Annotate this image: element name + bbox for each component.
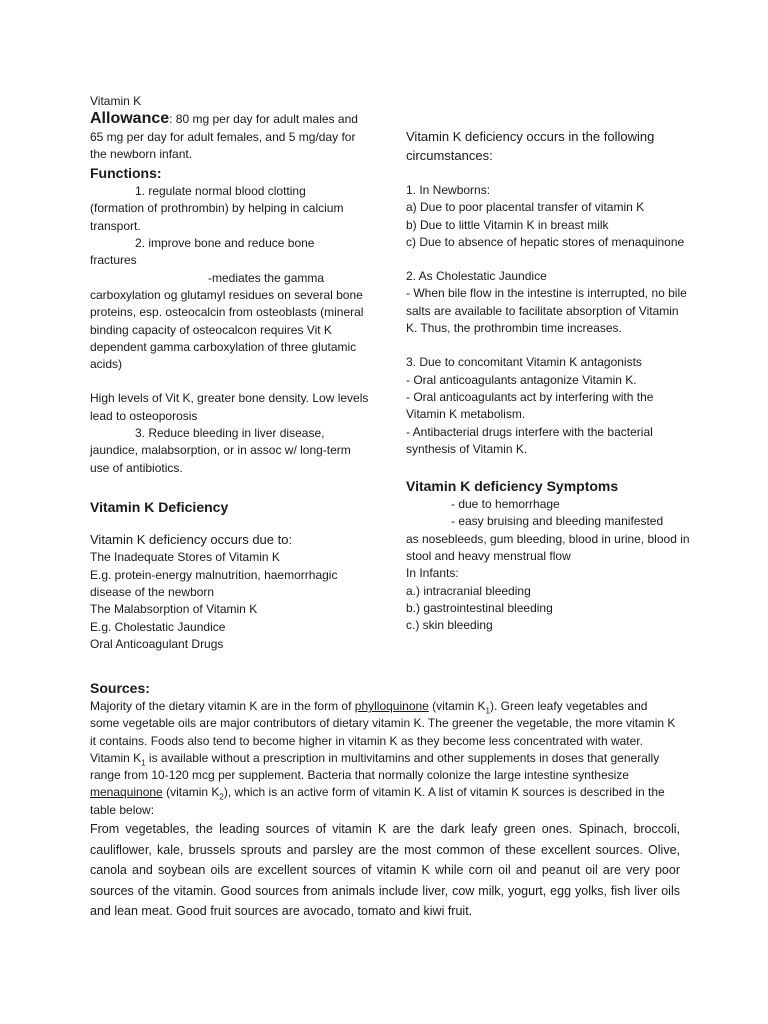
cholestatic-heading: 2. As Cholestatic Jaundice <box>406 269 547 284</box>
sources-text: Majority of the dietary vitamin K are in the form of <box>90 699 355 713</box>
function-2-sub-cont: carboxylation og glutamyl residues on several bone proteins, esp. osteocalcin from osteoblasts (mineral binding capacity of osteocalcon requires Vit K dependent gamma carboxylation of three glutamic acids) <box>90 287 364 372</box>
deficiency-heading: Vitamin K Deficiency <box>90 498 229 515</box>
left-column <box>90 93 370 653</box>
subscript: 2 <box>219 792 224 802</box>
function-3-cont: jaundice, malabsorption, or in assoc w/ long-term use of antibiotics. <box>90 443 351 475</box>
sources-section <box>90 678 680 922</box>
antagonists-item: - Antibacterial drugs interfere with the bacterial synthesis of Vitamin K. <box>406 424 653 456</box>
newborns-item: b) Due to little Vitamin K in breast milk <box>406 217 609 232</box>
function-1-cont: (formation of prothrombin) by helping in calcium transport. <box>90 201 344 233</box>
sources-paragraph-1 <box>90 698 680 819</box>
sources-text: (vitamin K <box>428 699 486 713</box>
deficiency-intro: Vitamin K deficiency occurs due to: <box>90 531 293 547</box>
sources-paragraph-2: From vegetables, the leading sources of vitamin K are the dark leafy green ones. Spinach, broccoli, cauliflower, kale, brussels sprouts and parsley are the most common of these excellent sources. Olive, canola and soybean oils are excellent sources of vitamin K while corn oil and peanut oil are very poor sources of the vitamin. Good sources from animals include liver, cow milk, yogurt, egg yolks, fish liver oils and lean meat. Good fruit sources are avocado, tomato and kiwi fruit. <box>90 822 680 919</box>
sources-heading: Sources: <box>90 680 150 696</box>
symptoms-cont: as nosebleeds, gum bleeding, blood in urine, blood in stool and heavy menstrual flow <box>406 531 690 564</box>
newborns-item: c) Due to absence of hepatic stores of menaquinone <box>406 234 685 249</box>
circumstances-intro: Vitamin K deficiency occurs in the following circumstances: <box>406 129 655 163</box>
infants-item: a.) intracranial bleeding <box>406 583 531 598</box>
allowance-heading: Allowance <box>90 110 170 128</box>
symptoms-item: - easy bruising and bleeding manifested <box>451 514 664 529</box>
symptoms-heading: Vitamin K deficiency Symptoms <box>406 478 619 495</box>
phylloquinone-term: phylloquinone <box>354 699 429 713</box>
sources-text: (vitamin K <box>162 785 220 800</box>
deficiency-item: The Malabsorption of Vitamin K <box>90 602 258 617</box>
function-2-sub: -mediates the gamma <box>208 270 325 285</box>
infants-item: c.) skin bleeding <box>406 618 493 633</box>
antagonists-item: - Oral anticoagulants antagonize Vitamin K. <box>406 372 637 387</box>
allowance-text: : 80 mg per day for adult males and 65 mg per day for adult females, and 5 mg/day for the newborn infant. <box>90 112 358 161</box>
function-1: 1. regulate normal blood clotting <box>135 184 306 199</box>
infants-item: b.) gastrointestinal bleeding <box>406 600 553 615</box>
subscript: 1 <box>141 758 146 768</box>
sources-text: ). Green leafy vegetables and some vegetable oils are major contributors of dietary vitamin K. The greener the vegetable, the more vitamin K it contains. Foods also tend to become higher in vitamin K as they become less concentrated with water. Vitamin K <box>90 699 676 765</box>
function-2: 2. improve bone and reduce bone <box>135 236 315 251</box>
infants-heading: In Infants: <box>406 566 459 581</box>
antagonists-item: - Oral anticoagulants act by interfering with the Vitamin K metabolism. <box>406 389 654 422</box>
antagonists-heading: 3. Due to concomitant Vitamin K antagonists <box>406 355 642 370</box>
sources-text: is available without a prescription in multivitamins and other supplements in doses that generally range from 10-120 mcg per supplement. Bacteria that normally colonize the large intestine synthesize <box>90 750 660 783</box>
subscript: 1 <box>485 706 490 716</box>
deficiency-item: E.g. Cholestatic Jaundice <box>90 619 226 634</box>
menaquinone-term: menaquinone <box>90 785 163 800</box>
cholestatic-text: - When bile flow in the intestine is interrupted, no bile salts are available to facilitate absorption of Vitamin K. Thus, the prothrombin time increases. <box>406 286 687 336</box>
functions-heading: Functions: <box>90 165 162 182</box>
right-column <box>406 128 691 635</box>
doc-title: Vitamin K <box>90 94 142 108</box>
deficiency-item: E.g. protein-energy malnutrition, haemorrhagic disease of the newborn <box>90 567 338 600</box>
function-3: 3. Reduce bleeding in liver disease, <box>135 426 325 441</box>
high-levels-note: High levels of Vit K, greater bone density. Low levels lead to osteoporosis <box>90 391 369 423</box>
allowance-paragraph <box>90 110 370 163</box>
deficiency-item: The Inadequate Stores of Vitamin K <box>90 550 280 565</box>
sources-text: ), which is an active form of vitamin K. A list of vitamin K sources is described in the table below: <box>90 785 665 817</box>
symptoms-item: - due to hemorrhage <box>451 497 560 512</box>
newborns-item: a) Due to poor placental transfer of vitamin K <box>406 200 645 215</box>
function-2-cont: fractures <box>90 253 137 268</box>
newborns-heading: 1. In Newborns: <box>406 183 491 197</box>
deficiency-item: Oral Anticoagulant Drugs <box>90 636 224 651</box>
